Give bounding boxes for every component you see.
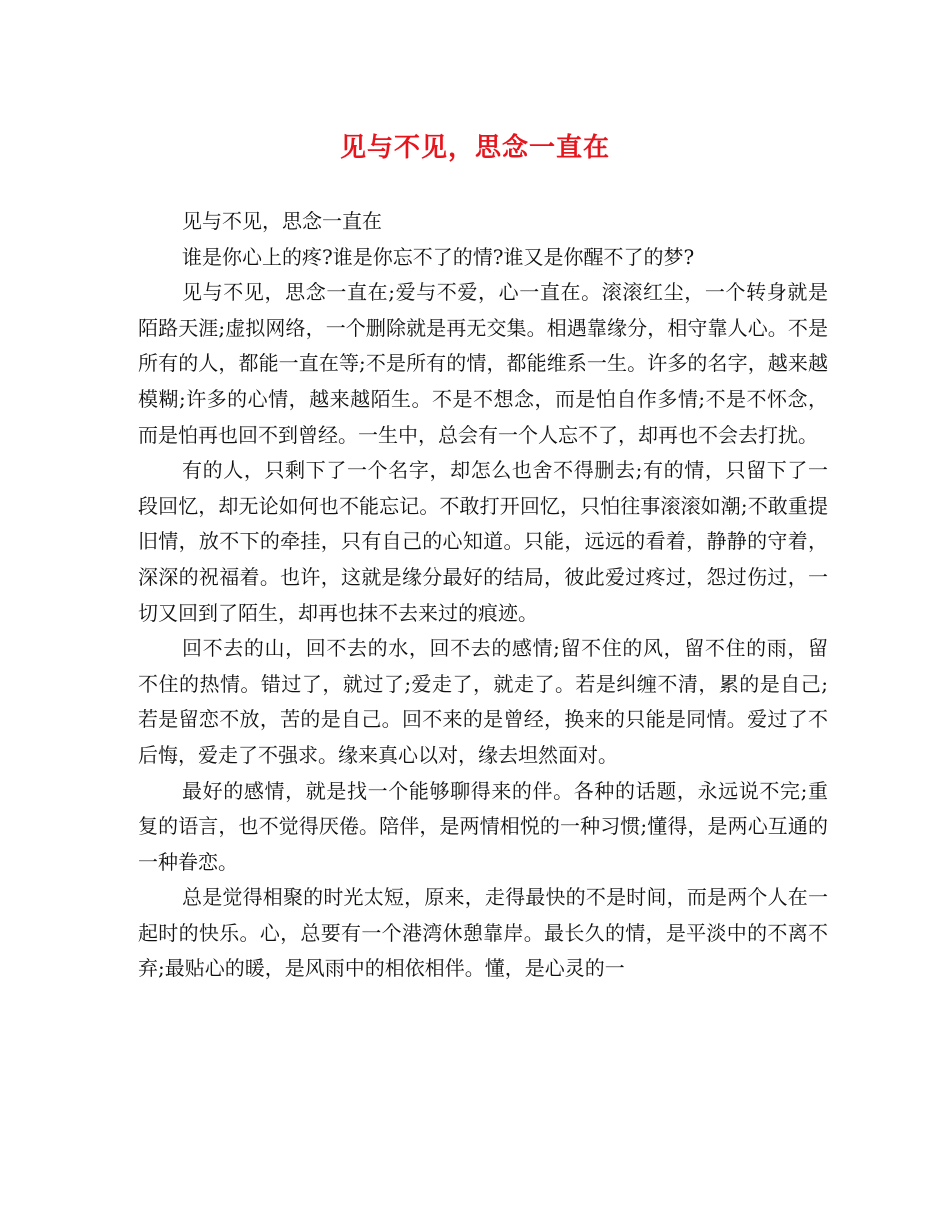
paragraph: 总是觉得相聚的时光太短，原来，走得最快的不是时间，而是两个人在一起时的快乐。心，总要有一个港湾休憩靠岸。最长久的情，是平淡中的不离不弃;最贴心的暖，是风雨中的相依相伴。懂，是心灵的一 (138, 885, 828, 981)
paragraph: 回不去的山，回不去的水，回不去的感情;留不住的风，留不住的雨，留不住的热情。错过了，就过了;爱走了，就走了。若是纠缠不清，累的是自己;若是留恋不放，苦的是自己。回不来的是曾经，换来的只能是同情。爱过了不后悔，爱走了不强求。缘来真心以对，缘去坦然面对。 (138, 636, 828, 767)
paragraph: 见与不见，思念一直在;爱与不爱，心一直在。滚滚红尘，一个转身就是陌路天涯;虚拟网络，一个删除就是再无交集。相遇靠缘分，相守靠人心。不是所有的人，都能一直在等;不是所有的情，都能维系一生。许多的名字，越来越模糊;许多的心情，越来越陌生。不是不想念，而是怕自作多情;不是不怀念，而是怕再也回不到曾经。一生中，总会有一个人忘不了，却再也不会去打扰。 (138, 280, 828, 447)
paragraph: 最好的感情，就是找一个能够聊得来的伴。各种的话题，永远说不完;重复的语言，也不觉得厌倦。陪伴，是两情相悦的一种习惯;懂得，是两心互通的一种眷恋。 (138, 778, 828, 874)
document-body (138, 204, 828, 987)
paragraph: 见与不见，思念一直在 (182, 209, 382, 233)
document-title: 见与不见，思念一直在 (339, 133, 610, 163)
paragraph: 谁是你心上的疼?谁是你忘不了的情?谁又是你醒不了的梦? (182, 244, 695, 269)
paragraph: 有的人，只剩下了一个名字，却怎么也舍不得删去;有的情，只留下了一段回忆，却无论如何也不能忘记。不敢打开回忆，只怕往事滚滚如潮;不敢重提旧情，放不下的牵挂，只有自己的心知道。只能，远远的看着，静静的守着，深深的祝福着。也许，这就是缘分最好的结局，彼此爱过疼过，怨过伤过，一切又回到了陌生，却再也抹不去来过的痕迹。 (138, 458, 828, 625)
